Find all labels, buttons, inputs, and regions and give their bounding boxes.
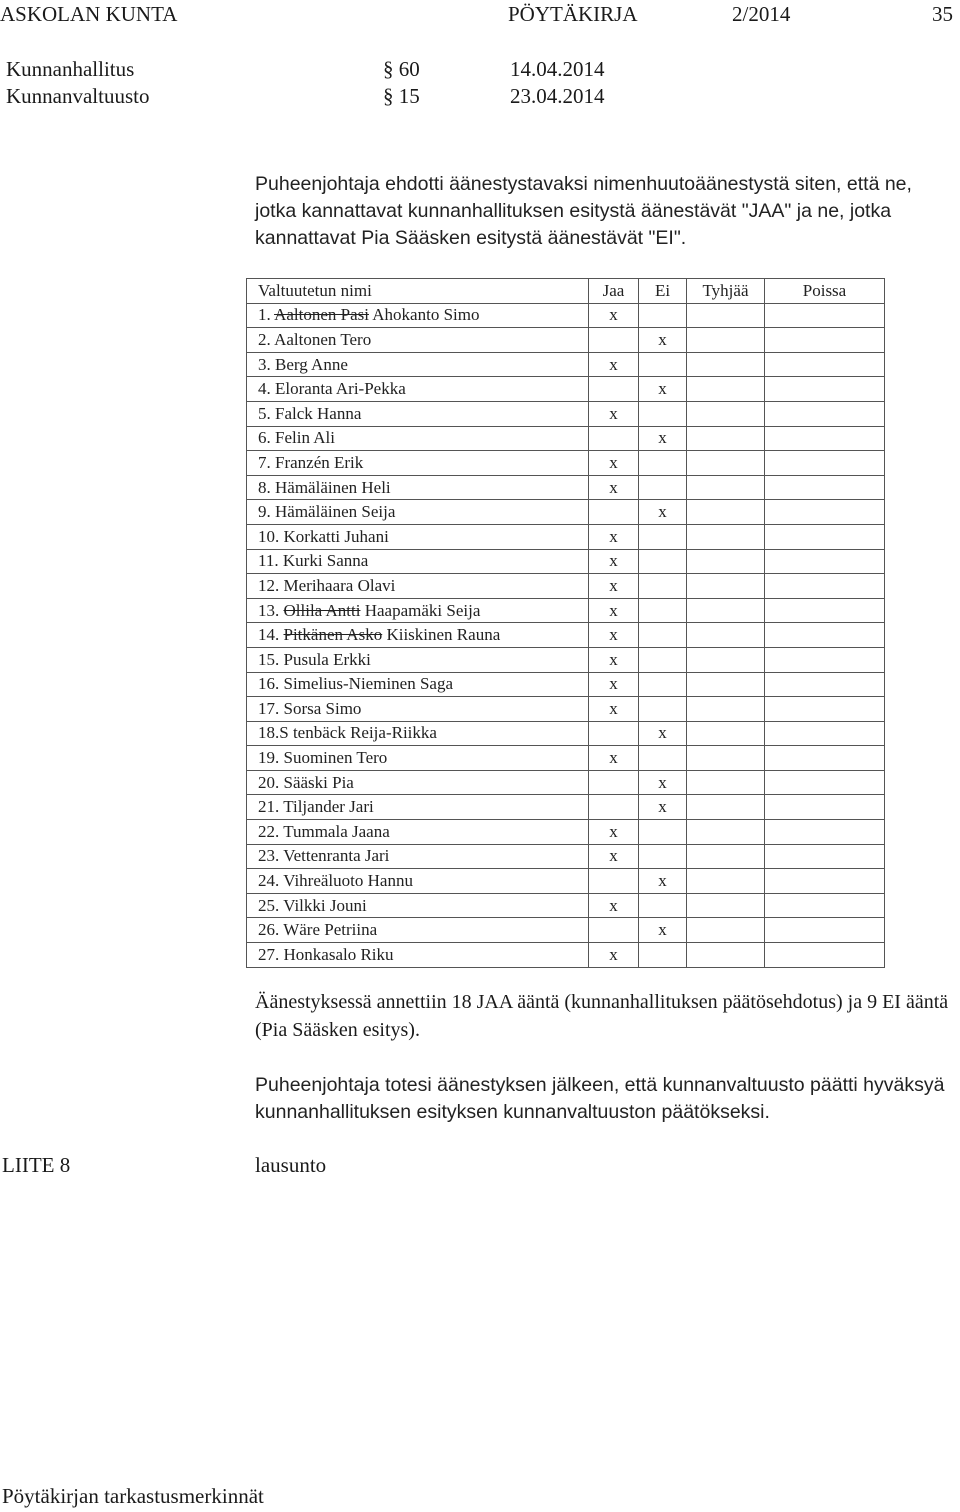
row-number: 1. bbox=[258, 305, 275, 325]
councillor-name bbox=[247, 672, 589, 697]
vote-blank-cell bbox=[687, 820, 765, 845]
vote-blank-cell bbox=[687, 500, 765, 525]
table-row bbox=[247, 426, 885, 451]
header-blank: Tyhjää bbox=[687, 279, 765, 304]
vote-blank-cell bbox=[687, 697, 765, 722]
councillor-name bbox=[247, 918, 589, 943]
name-text: Sorsa Simo bbox=[283, 698, 362, 718]
vote-no-cell: x bbox=[639, 500, 687, 525]
councillor-name bbox=[247, 869, 589, 894]
councillor-name bbox=[247, 770, 589, 795]
table-row bbox=[247, 869, 885, 894]
vote-blank-cell bbox=[687, 549, 765, 574]
vote-blank-cell bbox=[687, 869, 765, 894]
table-row bbox=[247, 918, 885, 943]
vote-no-cell bbox=[639, 844, 687, 869]
vote-yes-cell: x bbox=[589, 475, 639, 500]
vote-absent-cell bbox=[765, 623, 885, 648]
councillor-name bbox=[247, 943, 589, 968]
vote-blank-cell bbox=[687, 721, 765, 746]
vote-yes-cell bbox=[589, 721, 639, 746]
vote-absent-cell bbox=[765, 303, 885, 328]
row-number: 14. bbox=[258, 625, 284, 645]
vote-yes-cell: x bbox=[589, 401, 639, 426]
row-number: 8. bbox=[258, 477, 275, 497]
vote-absent-cell bbox=[765, 770, 885, 795]
vote-no-cell bbox=[639, 647, 687, 672]
meta-body: Kunnanvaltuusto bbox=[6, 84, 150, 108]
row-number: 2. bbox=[258, 329, 275, 349]
intro-paragraph: Puheenjohtaja ehdotti äänestystavaksi nimenhuutoäänestystä siten, että ne, jotka kannattavat kunnanhallituksen esitystä äänestävät "JAA" ja ne, jotka kannattavat Pia Sääsken esitystä äänestävät "EI". bbox=[255, 173, 912, 249]
vote-no-cell bbox=[639, 598, 687, 623]
councillor-name bbox=[247, 401, 589, 426]
vote-no-cell: x bbox=[639, 721, 687, 746]
name-text: Wäre Petriina bbox=[283, 920, 378, 940]
name-text: Franzén Erik bbox=[275, 452, 364, 472]
municipality-name: ASKOLAN KUNTA bbox=[0, 2, 178, 26]
vote-no-cell bbox=[639, 401, 687, 426]
vote-blank-cell bbox=[687, 401, 765, 426]
vote-absent-cell bbox=[765, 721, 885, 746]
header-absent: Poissa bbox=[765, 279, 885, 304]
vote-blank-cell bbox=[687, 352, 765, 377]
document-number: 2/2014 bbox=[732, 2, 791, 26]
vote-yes-cell bbox=[589, 770, 639, 795]
councillor-name bbox=[247, 475, 589, 500]
header-name: Valtuutetun nimi bbox=[247, 279, 589, 304]
table-row bbox=[247, 549, 885, 574]
name-text: Berg Anne bbox=[275, 354, 348, 374]
vote-yes-cell: x bbox=[589, 647, 639, 672]
row-number: 24. bbox=[258, 871, 284, 891]
vote-blank-cell bbox=[687, 746, 765, 771]
vote-absent-cell bbox=[765, 893, 885, 918]
vote-yes-cell bbox=[589, 500, 639, 525]
table-row bbox=[247, 820, 885, 845]
row-number: 23. bbox=[258, 846, 284, 866]
table-row bbox=[247, 672, 885, 697]
councillor-name bbox=[247, 598, 589, 623]
vote-blank-cell bbox=[687, 844, 765, 869]
vote-no-cell: x bbox=[639, 770, 687, 795]
vote-yes-cell: x bbox=[589, 893, 639, 918]
vote-no-cell bbox=[639, 549, 687, 574]
vote-table-header-row bbox=[247, 279, 885, 304]
meta-section: § 60 bbox=[383, 57, 420, 81]
row-number: 4. bbox=[258, 379, 275, 399]
councillor-name bbox=[247, 795, 589, 820]
name-text: Felin Ali bbox=[275, 428, 335, 448]
table-row bbox=[247, 524, 885, 549]
name-text: S tenbäck Reija-Riikka bbox=[279, 723, 437, 743]
vote-absent-cell bbox=[765, 746, 885, 771]
table-row bbox=[247, 770, 885, 795]
vote-yes-cell: x bbox=[589, 451, 639, 476]
vote-absent-cell bbox=[765, 918, 885, 943]
table-row bbox=[247, 352, 885, 377]
vote-no-cell: x bbox=[639, 426, 687, 451]
name-text: Simelius-Nieminen Saga bbox=[283, 674, 454, 694]
table-row bbox=[247, 401, 885, 426]
table-row bbox=[247, 500, 885, 525]
councillor-name bbox=[247, 623, 589, 648]
name-text: Vihreäluoto Hannu bbox=[283, 871, 413, 891]
vote-absent-cell bbox=[765, 524, 885, 549]
name-text: Vettenranta Jari bbox=[283, 846, 390, 866]
vote-no-cell bbox=[639, 352, 687, 377]
councillor-name bbox=[247, 697, 589, 722]
vote-no-cell bbox=[639, 893, 687, 918]
name-text: Aaltonen Tero bbox=[274, 329, 372, 349]
name-text: Kiiskinen Rauna bbox=[382, 625, 501, 645]
name-text: Haapamäki Seija bbox=[360, 600, 481, 620]
name-text: Ahokanto Simo bbox=[368, 305, 480, 325]
vote-absent-cell bbox=[765, 844, 885, 869]
row-number: 15. bbox=[258, 649, 284, 669]
vote-yes-cell bbox=[589, 377, 639, 402]
vote-yes-cell: x bbox=[589, 672, 639, 697]
header-no: Ei bbox=[639, 279, 687, 304]
name-text: Tiljander Jari bbox=[283, 797, 374, 817]
table-row bbox=[247, 303, 885, 328]
footer-note: Pöytäkirjan tarkastusmerkinnät bbox=[2, 1484, 264, 1508]
vote-no-cell: x bbox=[639, 328, 687, 353]
table-row bbox=[247, 943, 885, 968]
vote-no-cell: x bbox=[639, 795, 687, 820]
name-text: Suominen Tero bbox=[283, 748, 388, 768]
table-row bbox=[247, 475, 885, 500]
meta-date: 23.04.2014 bbox=[510, 84, 605, 108]
row-number: 26. bbox=[258, 920, 284, 940]
vote-blank-cell bbox=[687, 475, 765, 500]
councillor-name bbox=[247, 844, 589, 869]
vote-absent-cell bbox=[765, 328, 885, 353]
table-row bbox=[247, 697, 885, 722]
table-row bbox=[247, 647, 885, 672]
row-number: 21. bbox=[258, 797, 284, 817]
vote-absent-cell bbox=[765, 943, 885, 968]
decision-paragraph: Puheenjohtaja totesi äänestyksen jälkeen, että kunnanvaltuusto päätti hyväksyä kunnanhallituksen esityksen kunnanvaltuuston päätökseksi. bbox=[255, 1074, 945, 1123]
name-text: Tummala Jaana bbox=[283, 821, 390, 841]
name-text: Falck Hanna bbox=[275, 403, 362, 423]
vote-absent-cell bbox=[765, 795, 885, 820]
vote-absent-cell bbox=[765, 672, 885, 697]
row-number: 16. bbox=[258, 674, 284, 694]
vote-no-cell: x bbox=[639, 869, 687, 894]
vote-yes-cell bbox=[589, 795, 639, 820]
header-yes: Jaa bbox=[589, 279, 639, 304]
table-row bbox=[247, 721, 885, 746]
vote-absent-cell bbox=[765, 352, 885, 377]
vote-yes-cell: x bbox=[589, 303, 639, 328]
table-row bbox=[247, 795, 885, 820]
vote-yes-cell: x bbox=[589, 623, 639, 648]
name-text: Hämäläinen Heli bbox=[275, 477, 391, 497]
vote-absent-cell bbox=[765, 869, 885, 894]
vote-yes-cell: x bbox=[589, 943, 639, 968]
vote-no-cell bbox=[639, 820, 687, 845]
table-row bbox=[247, 574, 885, 599]
row-number: 27. bbox=[258, 944, 284, 964]
table-row bbox=[247, 893, 885, 918]
vote-blank-cell bbox=[687, 598, 765, 623]
vote-absent-cell bbox=[765, 598, 885, 623]
vote-absent-cell bbox=[765, 377, 885, 402]
vote-no-cell: x bbox=[639, 918, 687, 943]
vote-no-cell bbox=[639, 524, 687, 549]
vote-blank-cell bbox=[687, 943, 765, 968]
vote-absent-cell bbox=[765, 697, 885, 722]
vote-yes-cell bbox=[589, 869, 639, 894]
vote-blank-cell bbox=[687, 451, 765, 476]
vote-yes-cell: x bbox=[589, 820, 639, 845]
vote-blank-cell bbox=[687, 918, 765, 943]
vote-yes-cell: x bbox=[589, 844, 639, 869]
vote-no-cell bbox=[639, 943, 687, 968]
councillor-name bbox=[247, 820, 589, 845]
vote-yes-cell: x bbox=[589, 524, 639, 549]
vote-no-cell bbox=[639, 303, 687, 328]
vote-blank-cell bbox=[687, 426, 765, 451]
vote-yes-cell: x bbox=[589, 697, 639, 722]
table-row bbox=[247, 377, 885, 402]
name-text: Hämäläinen Seija bbox=[275, 502, 396, 522]
vote-no-cell bbox=[639, 672, 687, 697]
name-text: Korkatti Juhani bbox=[283, 526, 389, 546]
vote-blank-cell bbox=[687, 795, 765, 820]
vote-absent-cell bbox=[765, 820, 885, 845]
vote-blank-cell bbox=[687, 574, 765, 599]
struck-name: Pitkänen Asko bbox=[283, 625, 383, 645]
name-text: Eloranta Ari-Pekka bbox=[275, 379, 406, 399]
row-number: 12. bbox=[258, 575, 284, 595]
struck-name: Ollila Antti bbox=[283, 600, 361, 620]
row-number: 11. bbox=[258, 551, 283, 571]
row-number: 18. bbox=[258, 723, 280, 743]
councillor-name bbox=[247, 328, 589, 353]
vote-yes-cell bbox=[589, 328, 639, 353]
vote-no-cell bbox=[639, 746, 687, 771]
vote-blank-cell bbox=[687, 893, 765, 918]
vote-no-cell: x bbox=[639, 377, 687, 402]
vote-table bbox=[246, 278, 885, 968]
councillor-name bbox=[247, 549, 589, 574]
row-number: 17. bbox=[258, 698, 284, 718]
councillor-name bbox=[247, 303, 589, 328]
vote-yes-cell: x bbox=[589, 574, 639, 599]
councillor-name bbox=[247, 377, 589, 402]
vote-absent-cell bbox=[765, 475, 885, 500]
vote-absent-cell bbox=[765, 574, 885, 599]
vote-absent-cell bbox=[765, 500, 885, 525]
councillor-name bbox=[247, 524, 589, 549]
vote-blank-cell bbox=[687, 524, 765, 549]
vote-no-cell bbox=[639, 623, 687, 648]
councillor-name bbox=[247, 451, 589, 476]
attachment-name: lausunto bbox=[255, 1153, 327, 1177]
table-row bbox=[247, 623, 885, 648]
vote-no-cell bbox=[639, 451, 687, 476]
councillor-name bbox=[247, 746, 589, 771]
row-number: 25. bbox=[258, 895, 284, 915]
row-number: 22. bbox=[258, 821, 284, 841]
vote-no-cell bbox=[639, 697, 687, 722]
vote-blank-cell bbox=[687, 328, 765, 353]
vote-blank-cell bbox=[687, 377, 765, 402]
table-row bbox=[247, 328, 885, 353]
meta-body: Kunnanhallitus bbox=[6, 57, 135, 81]
vote-yes-cell bbox=[589, 918, 639, 943]
vote-absent-cell bbox=[765, 426, 885, 451]
name-text: Honkasalo Riku bbox=[283, 944, 394, 964]
councillor-name bbox=[247, 721, 589, 746]
vote-absent-cell bbox=[765, 549, 885, 574]
row-number: 10. bbox=[258, 526, 284, 546]
row-number: 5. bbox=[258, 403, 275, 423]
councillor-name bbox=[247, 647, 589, 672]
name-text: Merihaara Olavi bbox=[283, 575, 396, 595]
vote-no-cell bbox=[639, 574, 687, 599]
vote-absent-cell bbox=[765, 401, 885, 426]
row-number: 9. bbox=[258, 502, 275, 522]
vote-blank-cell bbox=[687, 623, 765, 648]
meta-date: 14.04.2014 bbox=[510, 57, 605, 81]
vote-absent-cell bbox=[765, 451, 885, 476]
councillor-name bbox=[247, 893, 589, 918]
vote-yes-cell bbox=[589, 426, 639, 451]
attachment-label: LIITE 8 bbox=[2, 1153, 71, 1177]
councillor-name bbox=[247, 352, 589, 377]
table-row bbox=[247, 451, 885, 476]
vote-blank-cell bbox=[687, 647, 765, 672]
vote-result: Äänestyksessä annettiin 18 JAA ääntä (kunnanhallituksen päätösehdotus) ja 9 EI ääntä (Pia Sääsken esitys). bbox=[255, 991, 949, 1041]
name-text: Sääski Pia bbox=[283, 772, 354, 792]
struck-name: Aaltonen Pasi bbox=[274, 305, 369, 325]
name-text: Vilkki Jouni bbox=[283, 895, 367, 915]
vote-absent-cell bbox=[765, 647, 885, 672]
row-number: 19. bbox=[258, 748, 284, 768]
vote-yes-cell: x bbox=[589, 352, 639, 377]
name-text: Kurki Sanna bbox=[282, 551, 369, 571]
document-type: PÖYTÄKIRJA bbox=[508, 2, 638, 26]
vote-yes-cell: x bbox=[589, 598, 639, 623]
row-number: 6. bbox=[258, 428, 275, 448]
table-row bbox=[247, 746, 885, 771]
row-number: 13. bbox=[258, 600, 284, 620]
table-row bbox=[247, 598, 885, 623]
name-text: Pusula Erkki bbox=[283, 649, 371, 669]
row-number: 3. bbox=[258, 354, 275, 374]
page-number: 35 bbox=[932, 2, 953, 26]
vote-yes-cell: x bbox=[589, 549, 639, 574]
row-number: 20. bbox=[258, 772, 284, 792]
vote-no-cell bbox=[639, 475, 687, 500]
vote-blank-cell bbox=[687, 672, 765, 697]
councillor-name bbox=[247, 500, 589, 525]
councillor-name bbox=[247, 426, 589, 451]
vote-yes-cell: x bbox=[589, 746, 639, 771]
vote-blank-cell bbox=[687, 303, 765, 328]
table-row bbox=[247, 844, 885, 869]
row-number: 7. bbox=[258, 452, 275, 472]
councillor-name bbox=[247, 574, 589, 599]
vote-blank-cell bbox=[687, 770, 765, 795]
meta-section: § 15 bbox=[383, 84, 420, 108]
